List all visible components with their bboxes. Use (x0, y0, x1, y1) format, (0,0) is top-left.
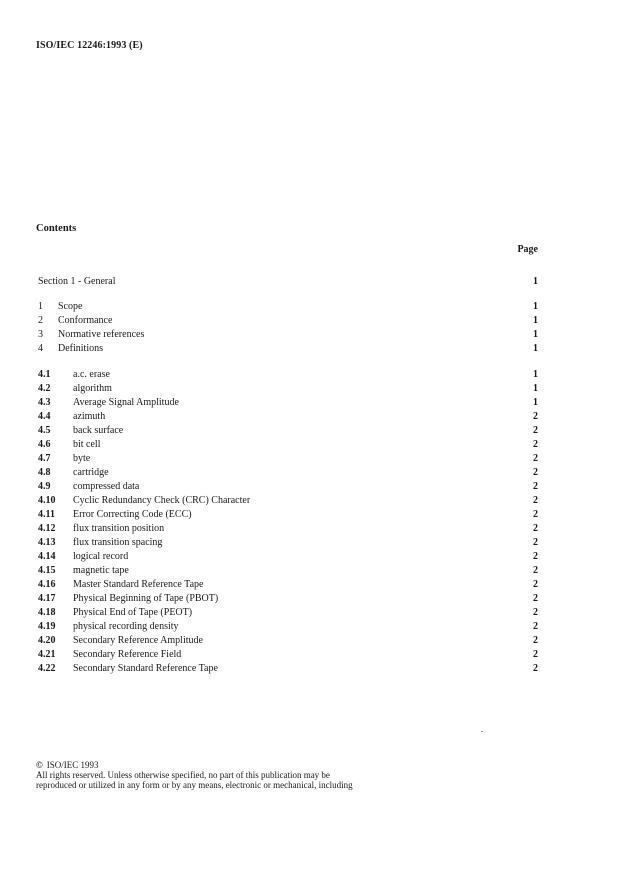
scan-speck (481, 731, 483, 732)
copyright-line (36, 760, 353, 770)
toc-title: Conformance (58, 315, 113, 326)
section-label: Section 1 - General (38, 276, 116, 287)
toc-page: 1 (533, 383, 538, 394)
toc-title: logical record (73, 551, 129, 562)
toc-row (38, 452, 538, 466)
toc-number: 4.22 (38, 663, 56, 674)
toc-number: 4.18 (38, 607, 56, 618)
toc-page: 2 (533, 411, 538, 422)
toc-row (38, 606, 538, 620)
toc-page: 2 (533, 439, 538, 450)
toc-number: 4.1 (38, 369, 51, 380)
toc-number: 4.7 (38, 453, 51, 464)
toc-page: 2 (533, 621, 538, 632)
toc-page: 1 (533, 397, 538, 408)
toc-number: 4.10 (38, 495, 56, 506)
toc-page: 2 (533, 551, 538, 562)
toc-page: 2 (533, 481, 538, 492)
toc-row (38, 396, 538, 410)
copyright-notice (36, 760, 353, 790)
toc-number: 4.6 (38, 439, 51, 450)
section-heading (38, 275, 538, 289)
toc-title: Physical End of Tape (PEOT) (73, 607, 193, 618)
toc-title: byte (73, 453, 91, 464)
toc-number: 4.11 (38, 509, 55, 520)
toc-number: 1 (38, 301, 43, 312)
toc-row (38, 634, 538, 648)
toc-title: bit cell (73, 439, 101, 450)
toc-row (38, 564, 538, 578)
toc-page: 2 (533, 523, 538, 534)
section-page: 1 (533, 276, 538, 287)
toc-page: 2 (533, 579, 538, 590)
toc-number: 4.15 (38, 565, 56, 576)
toc-number: 4.21 (38, 649, 56, 660)
toc-title: Cyclic Redundancy Check (CRC) Character (73, 495, 251, 506)
toc-page: 1 (533, 329, 538, 340)
toc-number: 4.17 (38, 593, 56, 604)
document-header: ISO/IEC 12246:1993 (E) (36, 40, 143, 51)
toc-number: 4.20 (38, 635, 56, 646)
toc-row (38, 466, 538, 480)
toc-title: Master Standard Reference Tape (73, 579, 204, 590)
toc-page: 2 (533, 495, 538, 506)
toc-number: 3 (38, 329, 43, 340)
toc-row (38, 300, 538, 314)
toc-number: 4.12 (38, 523, 56, 534)
toc-page: 2 (533, 607, 538, 618)
toc-page: 2 (533, 509, 538, 520)
toc-row (38, 620, 538, 634)
toc-row (38, 648, 538, 662)
toc-title: Secondary Reference Field (73, 649, 182, 660)
definition-list (38, 368, 538, 676)
toc-row (38, 550, 538, 564)
copyright-holder: ISO/IEC 1993 (46, 760, 99, 770)
toc-page: 1 (533, 301, 538, 312)
toc-row (38, 410, 538, 424)
toc-page: 2 (533, 663, 538, 674)
toc-number: 4.13 (38, 537, 56, 548)
toc-title: back surface (73, 425, 124, 436)
toc-number: 4.5 (38, 425, 51, 436)
toc-row (38, 275, 538, 289)
toc-page: 2 (533, 453, 538, 464)
toc-title: Secondary Standard Reference Tape (73, 663, 218, 674)
toc-page: 2 (533, 635, 538, 646)
toc-number: 4.14 (38, 551, 56, 562)
toc-title: azimuth (73, 411, 106, 422)
toc-row (38, 536, 538, 550)
toc-row (38, 508, 538, 522)
toc-row (38, 438, 538, 452)
toc-number: 4.8 (38, 467, 51, 478)
rights-line-2: reproduced or utilized in any form or by any means, electronic or mechanical, including (36, 780, 353, 790)
toc-number: 4.16 (38, 579, 56, 590)
toc-title: physical recording density (73, 621, 179, 632)
toc-row (38, 328, 538, 342)
toc-row (38, 480, 538, 494)
toc-row (38, 578, 538, 592)
page-column-label: Page (517, 244, 538, 255)
toc-number: 4.3 (38, 397, 51, 408)
toc-row (38, 662, 538, 676)
toc-number: 4.2 (38, 383, 51, 394)
toc-page: 2 (533, 565, 538, 576)
clause-list (38, 300, 538, 356)
toc-title: flux transition position (73, 523, 165, 534)
toc-page: 2 (533, 537, 538, 548)
toc-row (38, 342, 538, 356)
toc-title: compressed data (73, 481, 140, 492)
toc-title: Physical Beginning of Tape (PBOT) (73, 593, 219, 604)
contents-title: Contents (36, 223, 77, 234)
toc-title: magnetic tape (73, 565, 129, 576)
toc-title: cartridge (73, 467, 109, 478)
toc-title: algorithm (73, 383, 112, 394)
toc-number: 4.19 (38, 621, 56, 632)
toc-page: 2 (533, 425, 538, 436)
toc-row (38, 368, 538, 382)
toc-number: 4 (38, 343, 43, 354)
toc-title: Scope (58, 301, 83, 312)
toc-title: Average Signal Amplitude (73, 397, 179, 408)
toc-row (38, 494, 538, 508)
rights-line-1: All rights reserved. Unless otherwise specified, no part of this publication may be (36, 770, 330, 780)
toc-row (38, 424, 538, 438)
toc-row (38, 592, 538, 606)
toc-row (38, 314, 538, 328)
toc-page: 1 (533, 315, 538, 326)
toc-title: Secondary Reference Amplitude (73, 635, 203, 646)
toc-page: 1 (533, 369, 538, 380)
toc-title: Error Correcting Code (ECC) (73, 509, 192, 520)
copyright-symbol: © (36, 760, 43, 770)
toc-page: 2 (533, 649, 538, 660)
toc-page: 2 (533, 467, 538, 478)
toc-page: 2 (533, 593, 538, 604)
toc-number: 4.4 (38, 411, 51, 422)
toc-title: a.c. erase (73, 369, 110, 380)
toc-number: 2 (38, 315, 43, 326)
toc-title: Definitions (58, 343, 103, 354)
toc-row (38, 522, 538, 536)
toc-title: Normative references (58, 329, 145, 340)
toc-title: flux transition spacing (73, 537, 163, 548)
toc-row (38, 382, 538, 396)
toc-page: 1 (533, 343, 538, 354)
toc-number: 4.9 (38, 481, 51, 492)
